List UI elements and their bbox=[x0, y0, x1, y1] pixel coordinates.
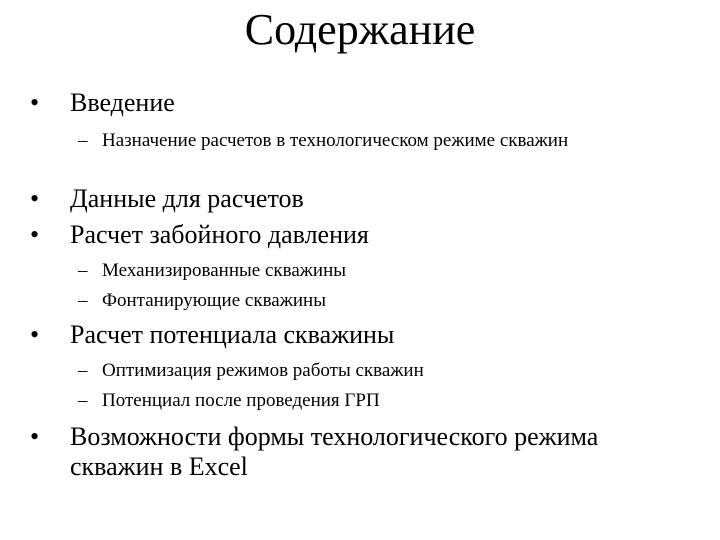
item-text: Расчет потенциала скважины bbox=[70, 320, 395, 349]
outline-item-well-potential bbox=[30, 320, 670, 350]
outline-subitem-mode-optimization bbox=[78, 358, 638, 384]
dash-icon: – bbox=[78, 260, 88, 281]
outline-item-bottomhole-pressure bbox=[30, 220, 670, 250]
bullet-icon: • bbox=[30, 88, 40, 117]
outline-subitem-flowing-wells bbox=[78, 288, 638, 314]
item-text: Данные для расчетов bbox=[70, 184, 304, 213]
item-text: Возможности формы технологического режима скважин в Excel bbox=[70, 422, 599, 481]
outline-item-input-data bbox=[30, 184, 670, 214]
slide-title: Содержание bbox=[244, 5, 476, 54]
outline-subitem-mechanized-wells bbox=[78, 258, 638, 284]
item-text: Потенциал после проведения ГРП bbox=[102, 390, 380, 411]
outline-subitem-potential-after-frac bbox=[78, 388, 638, 414]
item-text: Назначение расчетов в технологическом режиме скважин bbox=[102, 130, 569, 151]
bullet-icon: • bbox=[30, 220, 40, 249]
dash-icon: – bbox=[78, 360, 88, 381]
item-text: Фонтанирующие скважины bbox=[102, 290, 326, 311]
bullet-icon: • bbox=[30, 422, 40, 451]
bullet-icon: • bbox=[30, 320, 40, 349]
dash-icon: – bbox=[78, 130, 88, 151]
item-text: Расчет забойного давления bbox=[70, 220, 369, 249]
dash-icon: – bbox=[78, 290, 88, 311]
outline-item-excel-form bbox=[30, 422, 670, 482]
item-text: Введение bbox=[70, 88, 175, 117]
outline-subitem-purpose bbox=[78, 128, 618, 154]
bullet-icon: • bbox=[30, 184, 40, 213]
dash-icon: – bbox=[78, 390, 88, 411]
outline-item-introduction bbox=[30, 88, 670, 118]
item-text: Механизированные скважины bbox=[102, 260, 347, 281]
item-text: Оптимизация режимов работы скважин bbox=[102, 360, 424, 381]
